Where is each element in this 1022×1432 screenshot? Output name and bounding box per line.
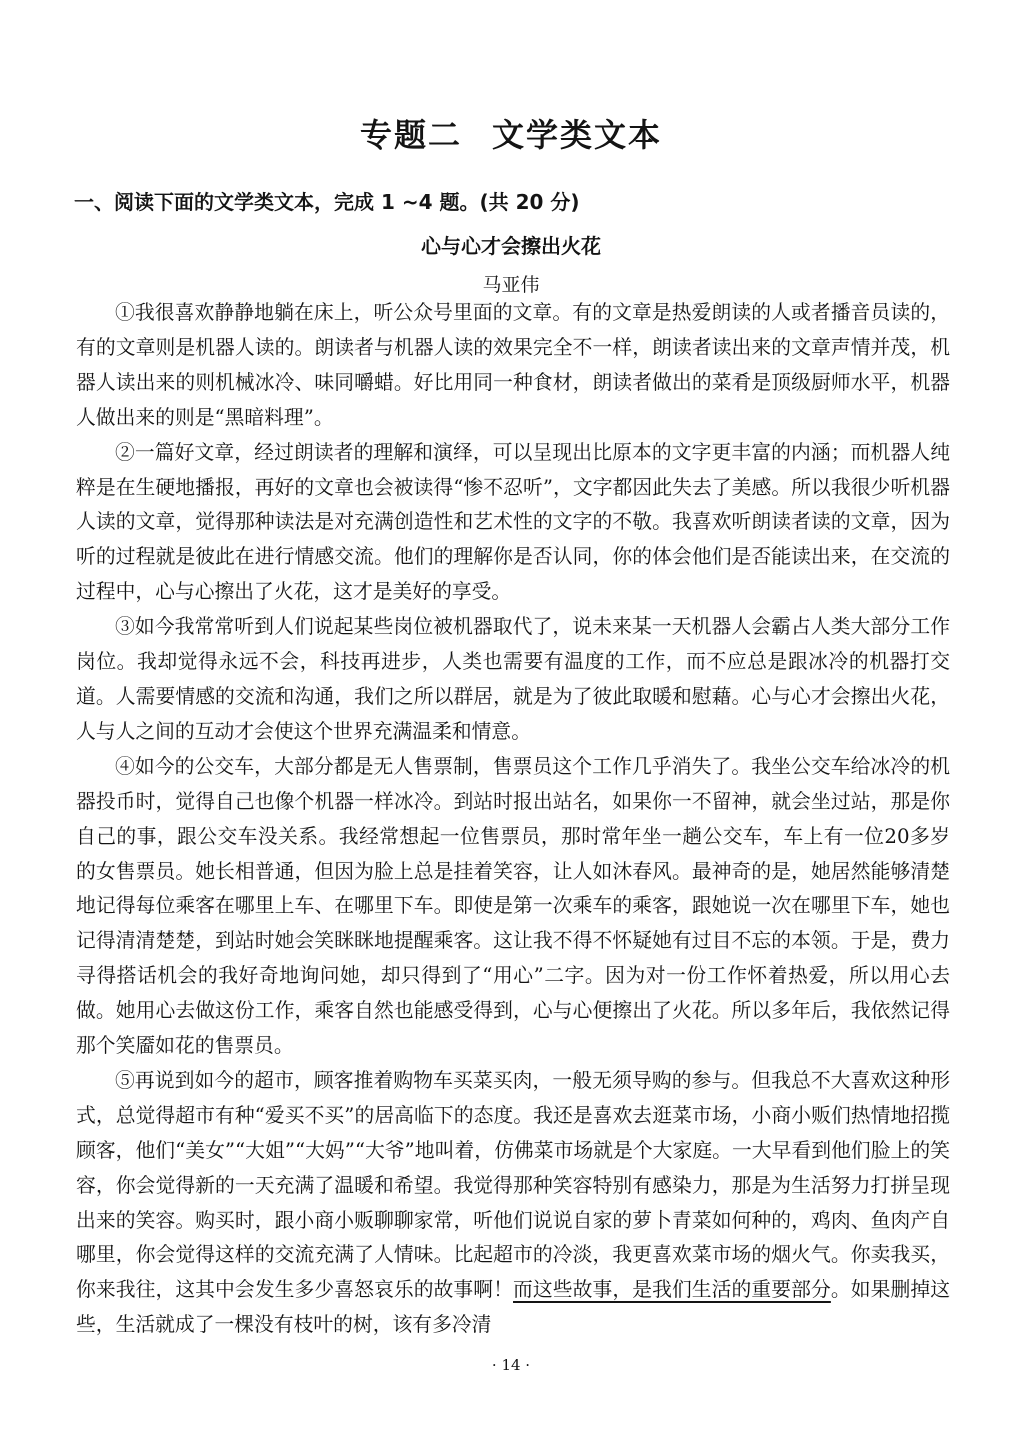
paragraph-4: ④如今的公交车，大部分都是无人售票制，售票员这个工作几乎消失了。我坐公交车给冰冷的机器投币时，觉得自己也像个机器一样冰冷。到站时报出站名，如果你一不留神，就会坐过站，那是你自己的事，跟公交车没关系。我经常想起一位售票员，那时常年坐一趟公交车，车上有一位20多岁的女售票员。她长相普通，但因为脸上总是挂着笑容，让人如沐春风。最神奇的是，她居然能够清楚地记得每位乘客在哪里上车、在哪里下车。即使是第一次乘车的乘客，跟她说一次在哪里下车，她也记得清清楚楚，到站时她会笑眯眯地提醒乘客。这让我不得不怀疑她有过目不忘的本领。于是，费力寻得搭话机会的我好奇地询问她，却只得到了“用心”二字。因为对一份工作怀着热爱，所以用心去做。她用心去做这份工作，乘客自然也能感受得到，心与心便擦出了火花。所以多年后，我依然记得那个笑靥如花的售票员。 <box>76 754 950 1058</box>
title-topic: 专题二 <box>359 116 462 154</box>
article-body <box>76 296 950 1343</box>
paragraph-5-tail: 。如果删掉这些，生活就成了一棵没有枝叶的树，该有多冷清 <box>76 1278 950 1337</box>
paragraph-3: ③如今我常常听到人们说起某些岗位被机器取代了，说未来某一天机器人会霸占人类大部分工作岗位。我却觉得永远不会，科技再进步，人类也需要有温度的工作，而不应总是跟冰冷的机器打交道。人需要情感的交流和沟通，我们之所以群居，就是为了彼此取暖和慰藉。心与心才会擦出火花，人与人之间的互动才会使这个世界充满温柔和情意。 <box>76 615 950 743</box>
paragraph-5-text: ⑤再说到如今的超市，顾客推着购物车买菜买肉，一般无须导购的参与。但我总不大喜欢这种形式，总觉得超市有种“爱买不买”的居高临下的态度。我还是喜欢去逛菜市场，小商小贩们热情地招揽顾客，他们“美女”“大姐”“大妈”“大爷”地叫着，仿佛菜市场就是个大家庭。一大早看到他们脸上的笑容，你会觉得新的一天充满了温暖和希望。我觉得那种笑容特别有感染力，那是为生活努力打拼呈现出来的笑容。购买时，跟小商小贩聊聊家常，听他们说说自家的萝卜青菜如何种的，鸡肉、鱼肉产自哪里，你会觉得这样的交流充满了人情味。比起超市的冷淡，我更喜欢菜市场的烟火气。你卖我买，你来我往，这其中会发生多少喜怒哀乐的故事啊！ <box>76 1068 950 1302</box>
paragraph-5 <box>76 1064 950 1343</box>
article-author: 马亚伟 <box>482 274 540 296</box>
paragraph-2: ②一篇好文章，经过朗读者的理解和演绎，可以呈现出比原本的文字更丰富的内涵；而机器人纯粹是在生硬地播报，再好的文章也会被读得“惨不忍听”，文字都因此失去了美感。所以我很少听机器人读的文章，觉得那种读法是对充满创造性和艺术性的文字的不敬。我喜欢听朗读者读的文章，因为听的过程就是彼此在进行情感交流。他们的理解你是否认同，你的体会他们是否能读出来，在交流的过程中，心与心擦出了火花，这才是美好的享受。 <box>76 440 950 604</box>
title-subject: 文学类文本 <box>492 116 663 154</box>
paragraph-1: ①我很喜欢静静地躺在床上，听公众号里面的文章。有的文章是热爱朗读的人或者播音员读的，有的文章则是机器人读的。朗读者与机器人读的效果完全不一样，朗读者读出来的文章声情并茂，机器人读出来的则机械冰冷、味同嚼蜡。好比用同一种食材，朗读者做出的菜肴是顶级厨师水平，机器人做出来的则是“黑暗料理”。 <box>76 301 950 429</box>
page-number: · 14 · <box>491 1356 531 1374</box>
section-heading: 一、阅读下面的文学类文本，完成 1 ~4 题。(共 20 分) <box>74 190 580 214</box>
page-title <box>0 110 1022 156</box>
underlined-sentence: 而这些故事，是我们生活的重要部分 <box>513 1278 831 1302</box>
article-title: 心与心才会擦出火花 <box>421 234 601 258</box>
